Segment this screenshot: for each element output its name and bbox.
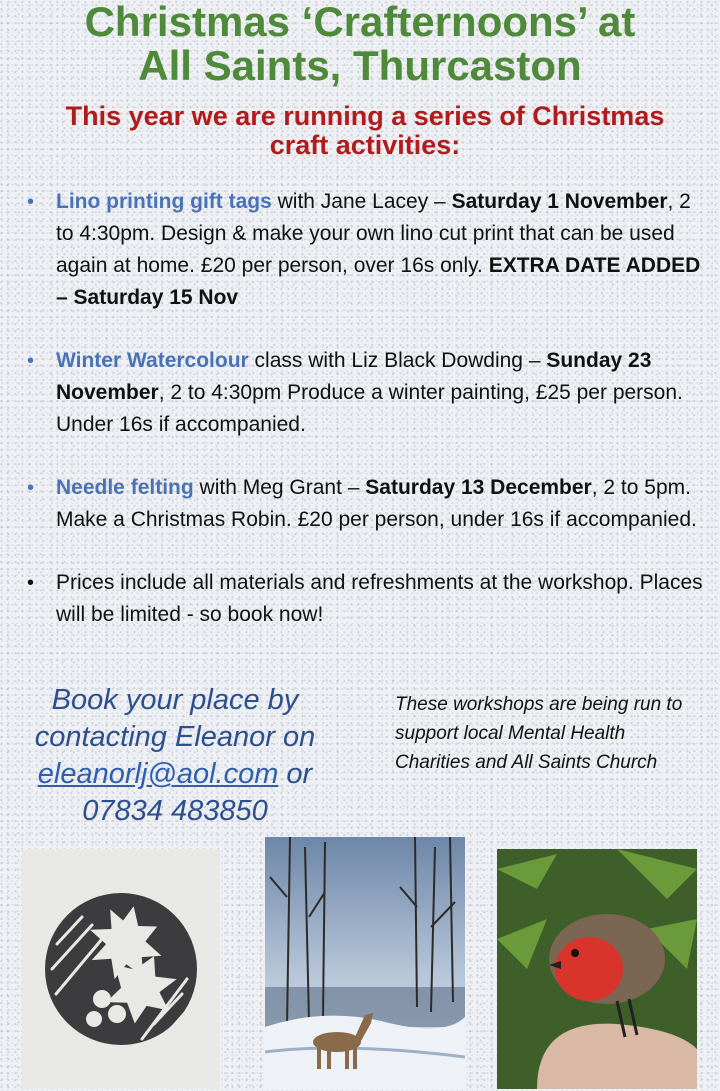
bullet-icon: • xyxy=(27,350,35,372)
title-line-2: All Saints, Thurcaston xyxy=(138,42,582,89)
event-date: Saturday 1 November xyxy=(451,190,668,213)
event-details: , 2 to 5pm. Make a Christmas Robin. £20 per person, under 16s if accompanied. xyxy=(56,476,697,531)
event-name: Needle felting xyxy=(56,476,194,499)
event-host: class with Liz Black Dowding – xyxy=(248,349,547,372)
prices-note xyxy=(22,567,712,631)
bullet-icon: • xyxy=(27,572,35,594)
event-host: with Meg Grant – xyxy=(193,476,366,499)
event-host: with Jane Lacey – xyxy=(271,190,452,213)
robin-icon xyxy=(497,849,697,1089)
holly-icon xyxy=(22,849,220,1089)
robin-image xyxy=(497,849,697,1089)
lino-print-image xyxy=(22,849,220,1089)
bullet-icon: • xyxy=(27,477,35,499)
event-felting xyxy=(22,472,712,536)
event-name: Winter Watercolour xyxy=(56,349,249,372)
booking-line-2: contacting Eleanor on xyxy=(34,721,316,753)
page-title xyxy=(0,0,720,88)
subtitle-line-2: craft activities: xyxy=(269,130,461,160)
booking-or: or xyxy=(278,758,313,790)
event-details: , 2 to 4:30pm. Design & make your own lino cut print that can be used again at home. £20 per person, over 16s only. xyxy=(56,190,691,277)
event-details: , 2 to 4:30pm Produce a winter painting, £25 per person. Under 16s if accompanied. xyxy=(56,381,683,436)
event-lino xyxy=(22,186,712,314)
email-link[interactable]: eleanorlj@aol.com xyxy=(37,758,279,790)
booking-line-1: Book your place by xyxy=(51,684,299,716)
event-list xyxy=(22,186,712,662)
booking-info xyxy=(10,682,340,830)
booking-phone: 07834 483850 xyxy=(82,795,268,827)
subtitle xyxy=(0,102,720,160)
title-line-1: Christmas ‘Crafternoons’ at xyxy=(84,0,636,45)
deer-icon xyxy=(265,837,465,1089)
event-watercolour xyxy=(22,345,712,441)
bullet-icon: • xyxy=(27,191,35,213)
event-name: Lino printing gift tags xyxy=(56,190,272,213)
subtitle-line-1: This year we are running a series of Christmas xyxy=(65,101,665,131)
event-date: Saturday 13 December xyxy=(365,476,592,499)
event-extra-date: EXTRA DATE ADDED – Saturday 15 Nov xyxy=(56,254,701,309)
event-date: Sunday 23 November xyxy=(56,349,652,404)
booking-line-3 xyxy=(10,756,340,793)
prices-note-text: Prices include all materials and refreshments at the workshop. Places will be limited - so book now! xyxy=(56,571,703,626)
watercolour-image xyxy=(265,837,465,1089)
support-note: These workshops are being run to support local Mental Health Charities and All Saints Church xyxy=(395,694,683,773)
